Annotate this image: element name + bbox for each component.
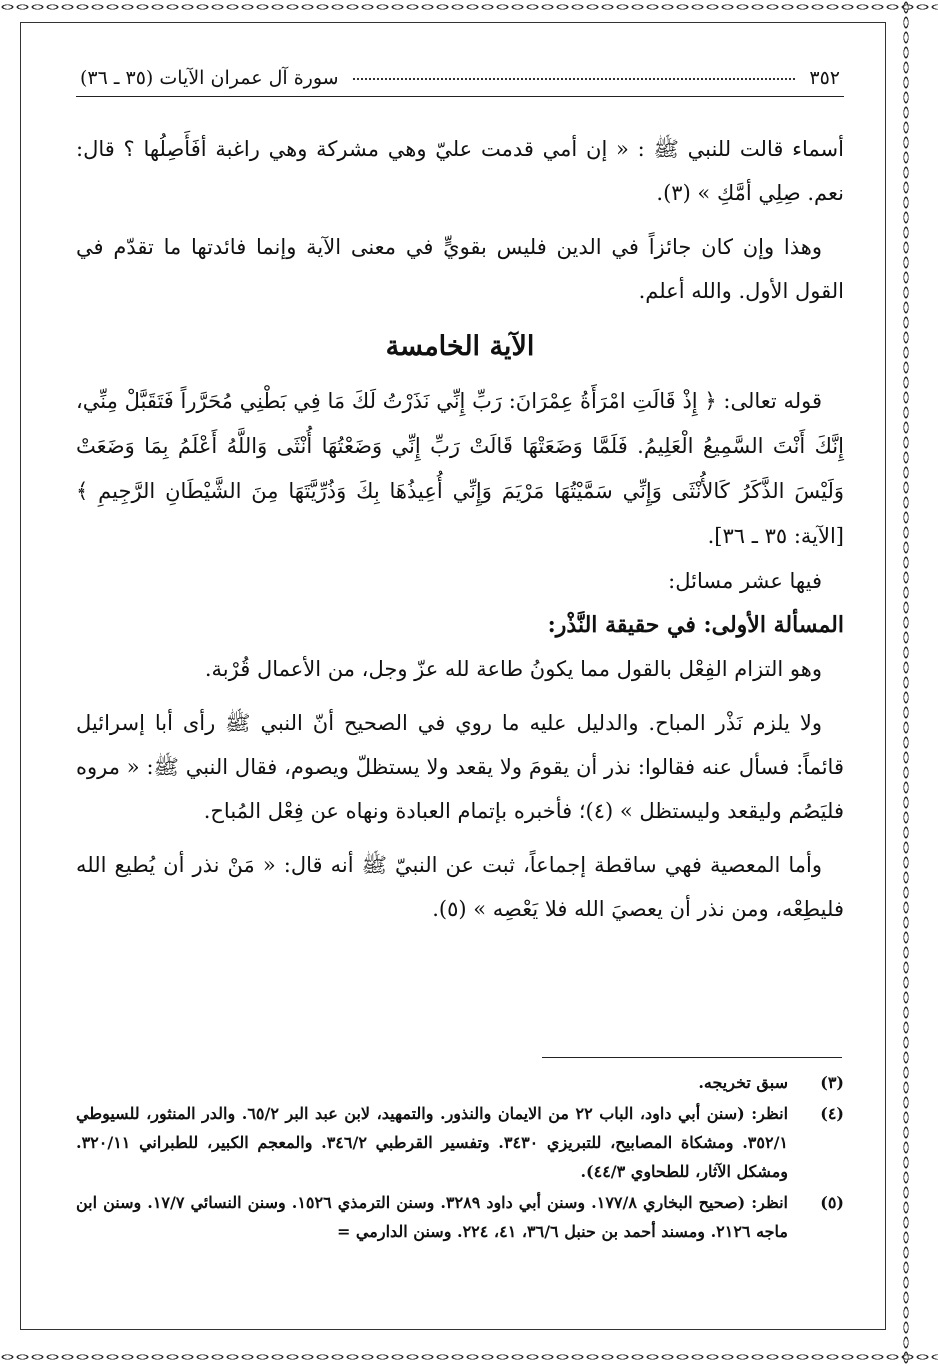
page-number: ٣٥٢ [809,67,840,89]
paragraph-issues-count: فيها عشر مسائل: [668,569,822,593]
decorative-border-top [0,2,938,12]
footnote-item [76,1068,844,1097]
masala-title: المسألة الأولى: في حقيقة النَّذْر: [547,612,844,638]
footnotes [76,1068,844,1248]
footnote-number: (٣) [820,1073,844,1092]
quran-verse-paragraph: قوله تعالى: ﴿ إِذْ قَالَتِ امْرَأَةُ عِمْرَانَ: رَبِّ إِنِّي نَذَرْتُ لَكَ مَا فِي بَطْنِي مُحَرَّراً فَتَقَبَّلْ مِنِّي، إِنَّكَ أَنْتَ السَّمِيعُ الْعَلِيمُ. فَلَمَّا وَضَعَتْهَا قَالَتْ رَبِّ إِنِّي وَضَعْتُهَا أُنْثَى وَاللَّهُ أَعْلَمُ بِمَا وَضَعَتْ وَلَيْسَ الذَّكَرُ كَالأُنْثَى وَإِنِّي سَمَّيْتُهَا مَرْيَمَ وَإِنِّي أُعِيذُهَا بِكَ وَذُرِّيَّتَهَا مِنَ الشَّيْطَانِ الرَّجِيمِ ﴾ [الآية: ٣٥ ـ ٣٦]. [76,389,844,548]
decorative-border-bottom [0,1352,938,1362]
footnote-text: انظر: (صحيح البخاري ١٧٧/٨. وسنن أبي داود ٣٢٨٩. وسنن الترمذي ١٥٢٦. وسنن النسائي ١٧/٧. وسنن ابن ماجه ٢١٢٦. ومسند أحمد بن حنبل ٣٦/٦، ٤١، ٢٢٤. وسنن الدارمي = [76,1193,789,1241]
footnote-text: انظر: (سنن أبي داود، الباب ٢٢ من الايمان والنذور. والتمهيد، لابن عبد البر ٦٥/٢. والدر المنثور، للسيوطي ٣٥٢/١. ومشكاة المصابيح، للتبريزي ٣٤٣٠. وتفسير القرطبي ٣٤٦/٢. والمعجم الكبير، للطبراني ٣٢٠/١١. ومشكل الآثار، للطحاوي ٤٤/٣). [76,1104,789,1181]
header-dots [353,70,796,80]
footnote-text: سبق تخريجه. [698,1073,788,1092]
paragraph-masiya: وأما المعصية فهي ساقطة إجماعاً، ثبت عن النبيّ ﷺ أنه قال: « مَنْ نذر أن يُطيع الله فليطِعْه، ومن نذر أن يعصيَ الله فلا يَعْصِه » (٥). [76,853,844,921]
paragraph-2: وهذا وإن كان جائزاً في الدين فليس بقويٍّ في معنى الآية وإنما فائدتها ما تقدّم في القول الأول. والله أعلم. [76,235,844,303]
paragraph-definition: وهو التزام الفِعْل بالقول مما يكونُ طاعة لله عزّ وجل، من الأعمال قُرْبة. [204,657,822,681]
footnote-number: (٤) [820,1104,844,1123]
decorative-border-right [900,0,912,1366]
footnote-separator [76,1057,842,1058]
footnote-number: (٥) [820,1193,844,1212]
section-title: الآية الخامسة [385,331,535,362]
footnote-item [76,1099,844,1186]
running-header [76,60,844,97]
paragraph-mubah: ولا يلزم نَذْر المباح. والدليل عليه ما روي في الصحيح أنّ النبي ﷺ رأى أبا إسرائيل قائماً: فسأل عنه فقالوا: نذر أن يقومَ ولا يقعد ولا يستظلّ ويصوم، فقال النبي ﷺ: « مروه فليَصُم وليقعد وليستظل » (٤)؛ فأخبره بإتمام العبادة ونهاه عن فِعْل المُباح. [76,711,844,823]
running-title: سورة آل عمران الآيات (٣٥ ـ ٣٦) [80,67,339,89]
page-content [76,60,844,931]
paragraph-1: أسماء قالت للنبي ﷺ : « إن أمي قدمت عليّ وهي مشركة وهي راغبة أفَأَصِلُها ؟ قال: نعم. صِلِي أمَّكِ » (٣). [76,137,844,205]
footnote-item [76,1188,844,1246]
